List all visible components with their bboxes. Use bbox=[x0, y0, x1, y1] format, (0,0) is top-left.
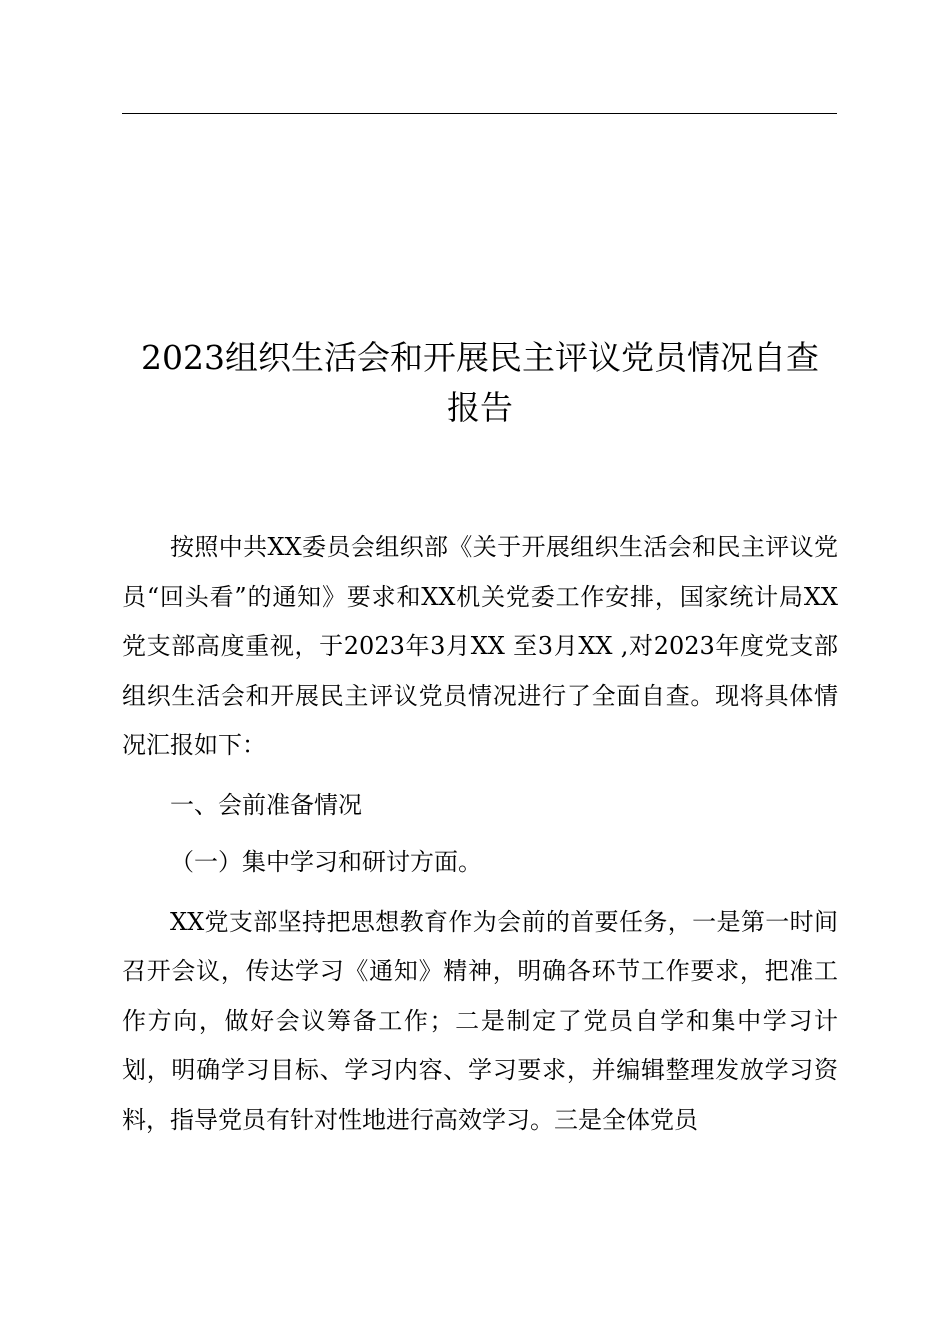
subsection-heading: （一）集中学习和研讨方面。 bbox=[170, 848, 482, 876]
body-paragraph: XX党支部坚持把思想教育作为会前的首要任务，一是第一时间召开会议，传达学习《通知》精神，明确各环节工作要求，把准工作方向，做好会议筹备工作；二是制定了党员自学和集中学习计划，明确学习目标、学习内容、学习要求，并编辑整理发放学习资料，指导党员有针对性地进行高效学习。三是全体党员 bbox=[122, 907, 838, 1134]
title-line-1: 2023组织生活会和开展民主评议党员情况自查 bbox=[141, 338, 819, 377]
intro-paragraph: 按照中共XX委员会组织部《关于开展组织生活会和民主评议党员“回头看”的通知》要求和XX机关党委工作安排，国家统计局XX党支部高度重视，于2023年3月XX 至3月XX ,对2023年度党支部组织生活会和开展民主评议党员情况进行了全面自查。现将具体情况汇报如下： bbox=[122, 533, 838, 759]
title-line-2: 报告 bbox=[447, 388, 513, 427]
section-heading: 一、会前准备情况 bbox=[170, 790, 362, 819]
header-divider bbox=[122, 113, 837, 114]
document-title bbox=[110, 333, 850, 433]
document-body bbox=[122, 523, 838, 1145]
